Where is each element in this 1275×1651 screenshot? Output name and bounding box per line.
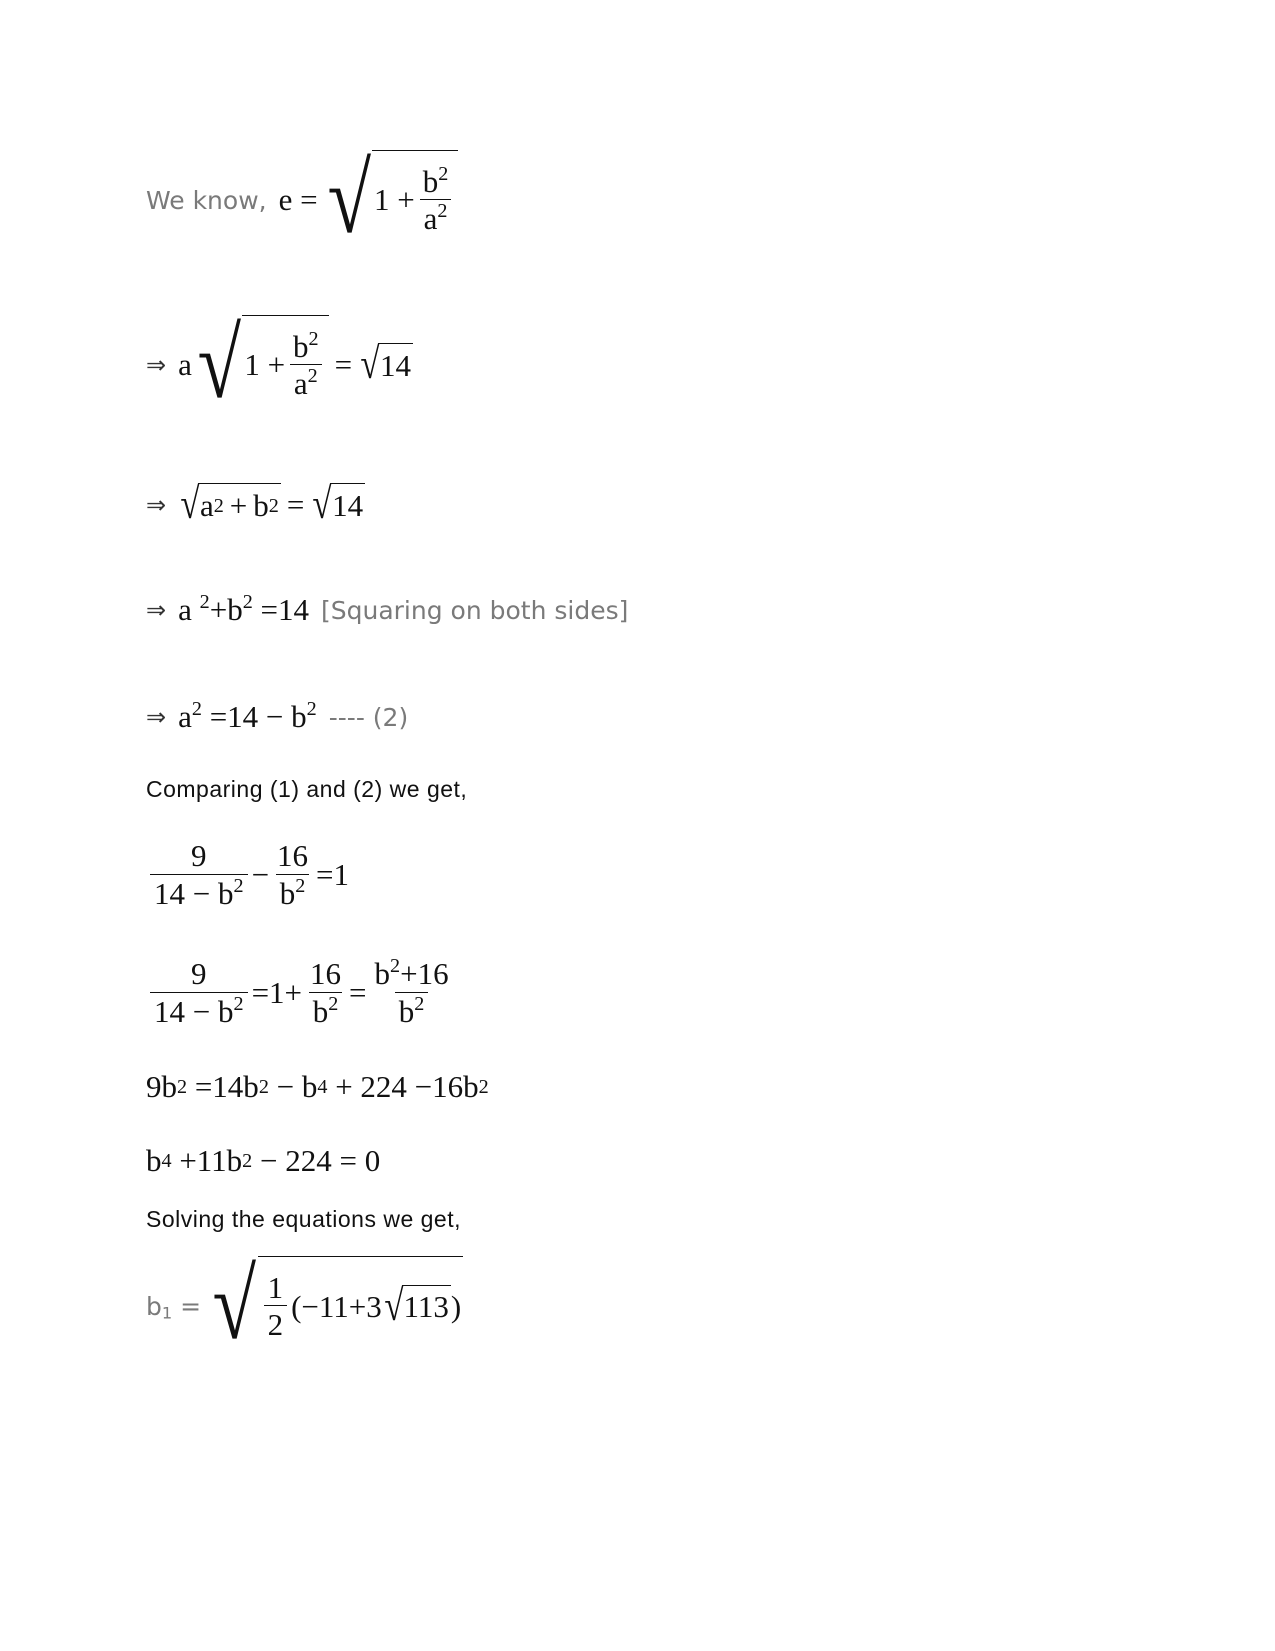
radical-icon: √: [327, 145, 371, 255]
math-term: a: [178, 699, 192, 734]
denominator: b: [279, 875, 296, 911]
math-term: =14b: [194, 1069, 259, 1104]
implies-icon: ⇒: [146, 352, 167, 379]
math-term: a: [199, 487, 214, 523]
numerator: 16: [310, 956, 342, 992]
squaring-note: [Squaring on both sides]: [321, 595, 629, 625]
radicand: 14: [330, 483, 365, 526]
math-term: 9b: [146, 1069, 177, 1104]
math-term: b: [253, 487, 269, 523]
fraction: [150, 838, 248, 912]
denominator: 14 − b: [154, 993, 234, 1029]
math-term: a: [178, 347, 192, 382]
math-term: − 224 = 0: [260, 1143, 381, 1178]
radical-icon: √: [197, 310, 241, 420]
equation-eccentricity: [146, 145, 458, 255]
equals: =: [172, 1291, 202, 1321]
radicand: 113: [402, 1285, 451, 1328]
exponent: 2: [328, 992, 339, 1015]
minus: −: [251, 857, 270, 892]
sqrt-14: [358, 340, 413, 389]
fraction: [273, 838, 312, 912]
implies-icon: ⇒: [146, 597, 167, 624]
denominator: a: [423, 201, 438, 237]
exponent: 2: [199, 590, 210, 613]
math-term: +11b: [179, 1143, 243, 1178]
exponent: 2: [308, 327, 319, 350]
we-know-text: We know,: [146, 185, 267, 215]
exponent: 2: [242, 590, 253, 613]
equation-step-1: [146, 310, 413, 420]
implies-icon: ⇒: [146, 704, 167, 731]
denominator: b: [312, 993, 329, 1029]
radical-icon: √: [384, 1281, 404, 1330]
equation-step-3: [146, 585, 628, 635]
numerator: b: [293, 328, 309, 364]
fraction: [264, 1270, 288, 1344]
subscript: 1: [161, 1302, 173, 1322]
exponent: 2: [306, 697, 317, 720]
fraction: [289, 329, 323, 403]
radical-icon: √: [360, 340, 380, 389]
numerator: 1: [267, 1269, 284, 1305]
math-term: b: [146, 1291, 162, 1321]
equals: =: [334, 347, 353, 382]
numerator: 9: [191, 838, 207, 874]
math-term: a: [178, 592, 192, 627]
radical-icon: √: [180, 480, 200, 529]
numerator: b: [374, 956, 391, 992]
math-term: =14 − b: [209, 699, 307, 734]
exponent: 2: [295, 874, 306, 897]
radical-icon: √: [212, 1251, 257, 1361]
math-term: 1 +: [244, 347, 286, 383]
sqrt-expression: [322, 145, 459, 255]
equation-step-4: [146, 692, 408, 742]
b1-label: [146, 1292, 201, 1321]
sqrt-expression: √ a 2 + b 2: [180, 480, 279, 529]
sqrt-expression: [207, 1251, 463, 1361]
sqrt-113: [382, 1281, 451, 1330]
numerator: b: [422, 163, 439, 199]
math-term: ): [450, 1288, 462, 1324]
exponent: 2: [437, 200, 448, 223]
equation-step-2: [146, 478, 365, 532]
math-term: b: [227, 592, 243, 627]
equals: =: [349, 975, 367, 1010]
equation-label: ---- (2): [328, 702, 409, 732]
exponent: 2: [307, 365, 318, 388]
exponent: 2: [390, 955, 401, 977]
radicand: 14: [378, 343, 413, 386]
math-term: b: [146, 1143, 162, 1178]
implies-icon: ⇒: [146, 492, 167, 519]
exponent: 2: [191, 697, 202, 720]
comparing-text: Comparing (1) and (2) we get,: [146, 776, 468, 802]
math-e-equals: e =: [278, 182, 318, 217]
denominator: 2: [264, 1305, 288, 1343]
numerator: 9: [191, 956, 207, 992]
fraction: [306, 956, 345, 1030]
numerator: 16: [277, 838, 309, 874]
math-term: (−11+3: [291, 1288, 382, 1324]
denominator: b: [398, 993, 415, 1029]
fraction: [419, 164, 453, 238]
plus: +: [209, 592, 228, 627]
sqrt-expression: [192, 310, 329, 420]
denominator: a: [293, 366, 308, 402]
denominator: 14 − b: [154, 875, 234, 911]
equation-quartic: b 4 +11b 2 − 224 = 0: [146, 1143, 381, 1178]
equation-compare: [146, 832, 349, 918]
math-term: =14: [260, 592, 309, 627]
fraction: [371, 956, 453, 1030]
plus: +: [229, 487, 248, 523]
math-term: + 224 −16b: [335, 1069, 479, 1104]
numerator: +16: [400, 956, 449, 992]
exponent: 2: [414, 992, 425, 1015]
equation-expand: 9b 2 =14b 2 − b 4 + 224 −16b 2: [146, 1069, 489, 1104]
solving-text: Solving the equations we get,: [146, 1206, 461, 1232]
radical-icon: √: [312, 480, 332, 529]
math-term: 1 +: [374, 182, 415, 218]
fraction: [150, 956, 248, 1030]
exponent: 2: [233, 992, 244, 1015]
sqrt-14: [310, 480, 365, 529]
equals: =: [286, 487, 305, 522]
math-term: − b: [276, 1069, 318, 1104]
equation-rearrange: [146, 950, 457, 1036]
exponent: 2: [438, 162, 449, 185]
equation-b1: [146, 1251, 463, 1361]
math-term: =1+: [251, 975, 303, 1010]
exponent: 2: [233, 874, 244, 897]
math-term: =1: [316, 857, 350, 892]
